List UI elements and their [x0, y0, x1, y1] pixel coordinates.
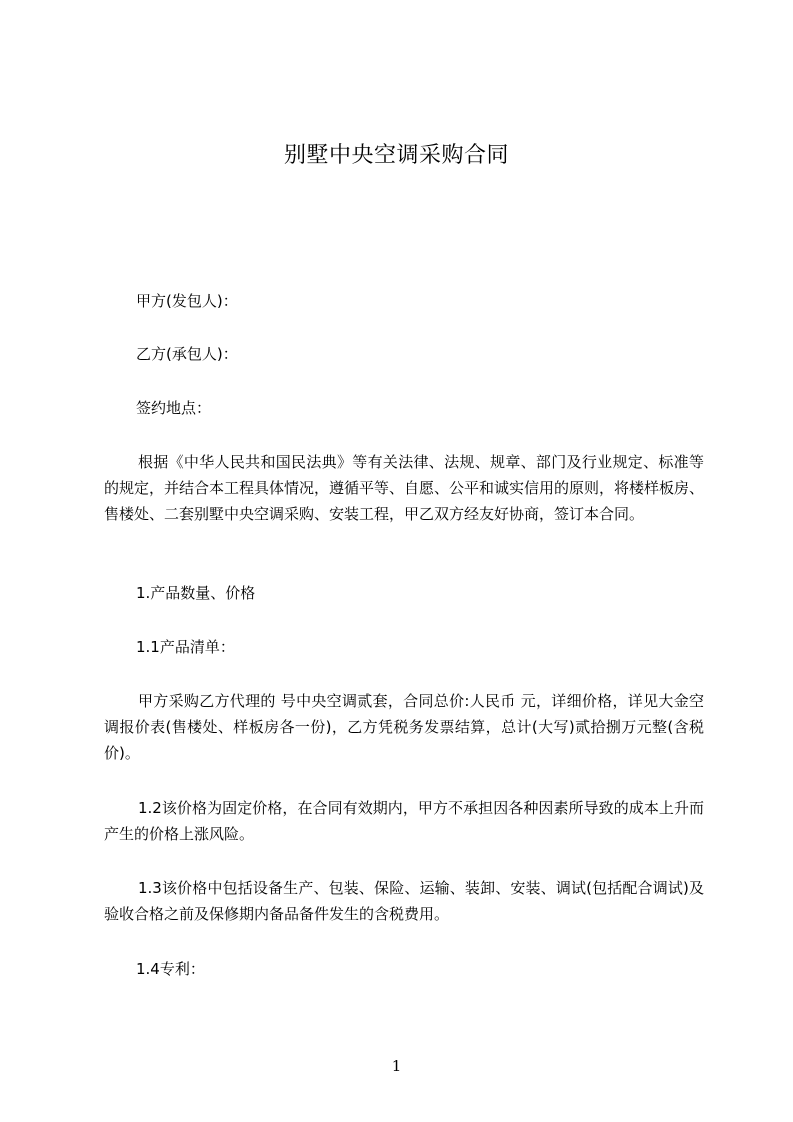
- page-number: 1: [391, 1057, 402, 1075]
- section-1-1-paragraph: 甲方采购乙方代理的 号中央空调贰套，合同总价:人民币 元，详细价格，详见大金空调报价表(售楼处、样板房各一份)，乙方凭税务发票结算，总计(大写)贰拾捌万元整(含税价)。: [104, 692, 704, 762]
- contract-title: 别墅中央空调采购合同: [283, 143, 509, 168]
- preamble-paragraph: 根据《中华人民共和国民法典》等有关法律、法规、规章、部门及行业规定、标准等的规定，并结合本工程具体情况，遵循平等、自愿、公平和诚实信用的原则，将楼样板房、售楼处、二套别墅中央空调采购、安装工程，甲乙双方经友好协商，签订本合同。: [104, 453, 705, 523]
- section-1-1-heading: 1.1产品清单：: [136, 638, 235, 656]
- section-1-heading: 1.产品数量、价格: [136, 584, 256, 602]
- section-1-2-paragraph: 1.2该价格为固定价格，在合同有效期内，甲方不承担因各种因素所导致的成本上升而产生的价格上涨风险。: [104, 799, 704, 843]
- party-b-label: 乙方(承包人)：: [136, 345, 238, 363]
- signing-place-label: 签约地点：: [136, 399, 212, 417]
- party-a-label: 甲方(发包人)：: [136, 292, 238, 310]
- section-1-3-paragraph: 1.3该价格中包括设备生产、包装、保险、运输、装卸、安装、调试(包括配合调试)及验收合格之前及保修期内备品备件发生的含税费用。: [104, 879, 704, 923]
- section-1-4-heading: 1.4专利：: [136, 960, 205, 978]
